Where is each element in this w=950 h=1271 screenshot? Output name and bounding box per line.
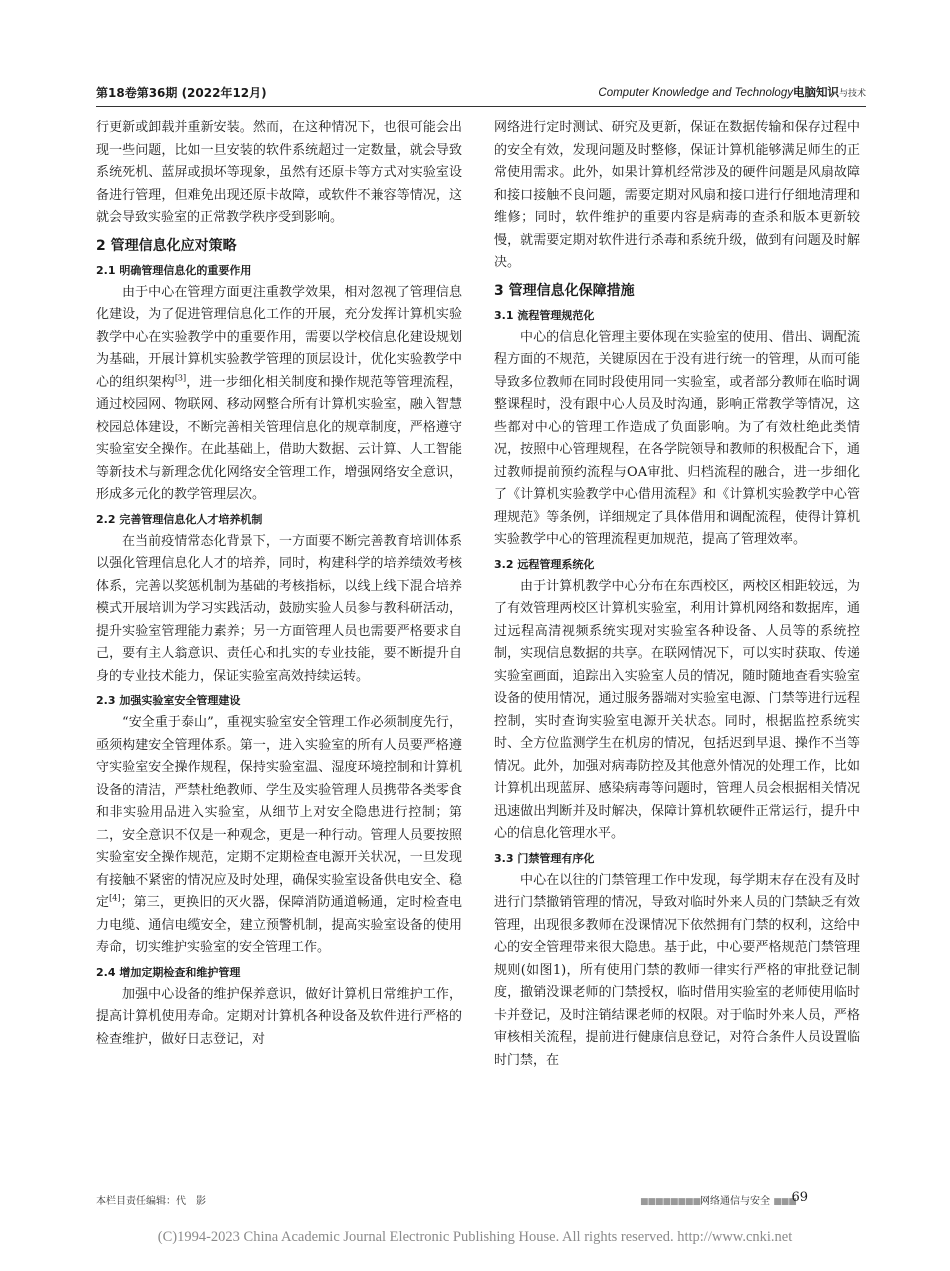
paragraph-3-1: 中心的信息化管理主要体现在实验室的使用、借出、调配流程方面的不规范，关键原因在于没有进行统一的管理，从而可能导致多位教师在同时段使用同一实验室，或者部分教师在临时调整课程时，没有跟中心人员及时沟通，影响正常教学等情况，这些都对中心的管理工作造成了负面影响。为了有效杜绝此类情况，按照中心管理规程，在各学院领导和教师的积极配合下，通过教师提前预约流程与OA审批、归档流程的融合，进一步细化了《计算机实验教学中心借用流程》和《计算机实验教学中心管理规范》等条例，详细规定了具体借用和调配流程，使得计算机实验教学中心的管理流程更加规范，提高了管理效率。: [494, 329, 860, 547]
column-editor: 本栏目责任编辑：代 影: [96, 1196, 206, 1207]
journal-name-small: 与技术: [838, 89, 866, 99]
subsection-heading-3-1: 3.1 流程管理规范化: [494, 308, 595, 322]
paragraph-3-3: 中心在以往的门禁管理工作中发现，每学期末存在没有及时进行门禁撤销管理的情况，导致对临时外来人员的门禁缺乏有效管理，出现很多教师在没课情况下依然拥有门禁的权利，这给中心的安全管理带来很大隐患。基于此，中心要严格规范门禁管理规则(如图1)，所有使用门禁的教师一律实行严格的审批登记制度，撤销没课老师的门禁授权，临时借用实验室的老师使用临时卡并登记，及时注销结课老师的权限。对于临时外来人员，严格审核相关流程，提前进行健康信息登记，对符合条件人员设置临时门禁，在: [494, 872, 860, 1068]
paragraph-2-2: 在当前疫情常态化背景下，一方面要不断完善教育培训体系以强化管理信息化人才的培养，同时，构建科学的培养绩效考核体系，完善以奖惩机制为基础的考核指标，以线上线下混合培养模式开展培训为学习实践活动，鼓励实验人员参与教科研活动，提升实验室管理能力素养；另一方面管理人员也需要严格要求自己，要有主人翁意识、责任心和扎实的专业技能，要不断提升自身的专业技术能力，保证实验室高效持续运转。: [96, 533, 462, 684]
copyright-notice: (C)1994-2023 China Academic Journal Electronic Publishing House. All rights reserved. http://www.cnki.net: [157, 1229, 793, 1245]
citation-3: [3]: [174, 373, 187, 383]
right-column: [494, 117, 860, 1072]
page-number: 69: [791, 1190, 808, 1205]
subsection-heading-3-3: 3.3 门禁管理有序化: [494, 851, 595, 865]
journal-name-cn: 电脑知识: [792, 85, 839, 99]
journal-name-en: Computer Knowledge and Technology: [598, 87, 793, 99]
paragraph-2-1: [96, 282, 462, 507]
footer-dots-right: ■■■: [773, 1197, 796, 1207]
paragraph-2-1-text-a: 由于中心在管理方面更注重教学效果，相对忽视了管理信息化建设，为了促进管理信息化工作的开展，充分发挥计算机实验教学中心在实验教学中的重要作用，需要以学校信息化建设规划为基础，开展计算机实验教学管理的顶层设计，优化实验教学中心的组织架构: [96, 284, 462, 390]
paragraph-3-2: 由于计算机教学中心分布在东西校区，两校区相距较远，为了有效管理两校区计算机实验室，利用计算机网络和数据库，通过远程高清视频系统实现对实验室各种设备、人员等的系统控制，实现信息数据的共享。在联网情况下，可以实时获取、传递实验室画面，追踪出入实验室人员的情况，随时随地查看实验室设备的使用情况，通过服务器端对实验室电源、门禁等进行远程控制，实时查询实验室电源开关状态。同时，根据监控系统实时、全方位监测学生在机房的情况，包括迟到早退、操作不当等情况。此外，加强对病毒防控及其他意外情况的处理工作，比如计算机出现蓝屏、感染病毒等问题时，管理人员会根据相关情况迅速做出判断并及时解决，保障计算机软硬件正常运行，提升中心的信息化管理水平。: [494, 578, 860, 841]
citation-4: [4]: [109, 893, 121, 903]
section-heading-3: 3 管理信息化保障措施: [494, 282, 635, 299]
subsection-heading-3-2: 3.2 远程管理系统化: [494, 557, 595, 571]
issue-info: 第18卷第36期 (2022年12月): [96, 86, 267, 100]
left-column: [96, 117, 462, 1051]
subsection-heading-2-2: 2.2 完善管理信息化人才培养机制: [96, 512, 263, 526]
paragraph-2-1-text-b: ，进一步细化相关制度和操作规范等管理流程，通过校园网、物联网、移动网整合所有计算机实验室，融入智慧校园总体建设，不断完善相关管理信息化的规章制度，严格遵守实验室安全操作。在此基础上，借助大数据、云计算、人工智能等新技术与新理念优化网络安全管理工作，增强网络安全意识，形成多元化的教学管理层次。: [96, 374, 462, 502]
subsection-heading-2-3: 2.3 加强实验室安全管理建设: [96, 694, 241, 707]
paragraph-continued: 行更新或卸载并重新安装。然而，在这种情况下，也很可能会出现一些问题，比如一旦安装的软件系统超过一定数量，就会导致系统死机、蓝屏或损坏等现象，虽然有还原卡等方式对实验室设备进行管理，但难免出现还原卡故障，或软件不兼容等情况，这就会导致实验室的正常教学秩序受到影响。: [96, 120, 462, 225]
paragraph-2-3: [96, 712, 462, 960]
footer-section-name: 网络通信与安全: [700, 1196, 771, 1207]
footer-section: [640, 1192, 796, 1207]
paragraph-2-4: 加强中心设备的维护保养意识，做好计算机日常维护工作，提高计算机使用寿命。定期对计算机各种设备及软件进行严格的检查维护，做好日志登记，对: [96, 986, 462, 1047]
running-header: [96, 84, 866, 104]
header-rule: [96, 106, 866, 107]
section-heading-2: 2 管理信息化应对策略: [96, 237, 237, 254]
paragraph-2-3-text-b: ；第三，更换旧的灭火器，保障消防通道畅通，定时检查电力电缆、通信电缆安全，建立预警机制，提高实验室设备的使用寿命，切实维护实验室的安全管理工作。: [96, 895, 462, 955]
subsection-heading-2-1: 2.1 明确管理信息化的重要作用: [96, 263, 252, 277]
paragraph-2-3-text-a: “安全重于泰山”，重视实验室安全管理工作必须制度先行，亟须构建安全管理体系。第一，进入实验室的所有人员要严格遵守实验室安全操作规程，保持实验室温、湿度环境控制和计算机设备的清洁，严禁杜绝教师、学生及实验管理人员携带各类零食和非实验用品进入实验室，从细节上对安全隐患进行控制；第二，安全意识不仅是一种观念，更是一种行动。管理人员要按照实验室安全操作规范，定期不定期检查电源开关状况，一旦发现有接触不紧密的情况应及时处理，确保实验室设备供电安全、稳定: [96, 715, 462, 910]
footer-dots-left: ■■■■■■■■: [640, 1197, 701, 1207]
paragraph-continued-right: 网络进行定时测试、研究及更新，保证在数据传输和保存过程中的安全有效，发现问题及时整修，保证计算机能够满足师生的正常使用需求。此外，如果计算机经常涉及的硬件问题是风扇故障和接口接触不良问题，需要定期对风扇和接口进行仔细地清理和维修；同时，软件维护的重要内容是病毒的查杀和版本更新较慢，就需要定期对软件进行杀毒和系统升级，做到有问题及时解决。: [494, 120, 860, 270]
page-footer: [96, 1190, 866, 1210]
subsection-heading-2-4: 2.4 增加定期检查和维护管理: [96, 965, 241, 979]
journal-name: [598, 84, 866, 100]
